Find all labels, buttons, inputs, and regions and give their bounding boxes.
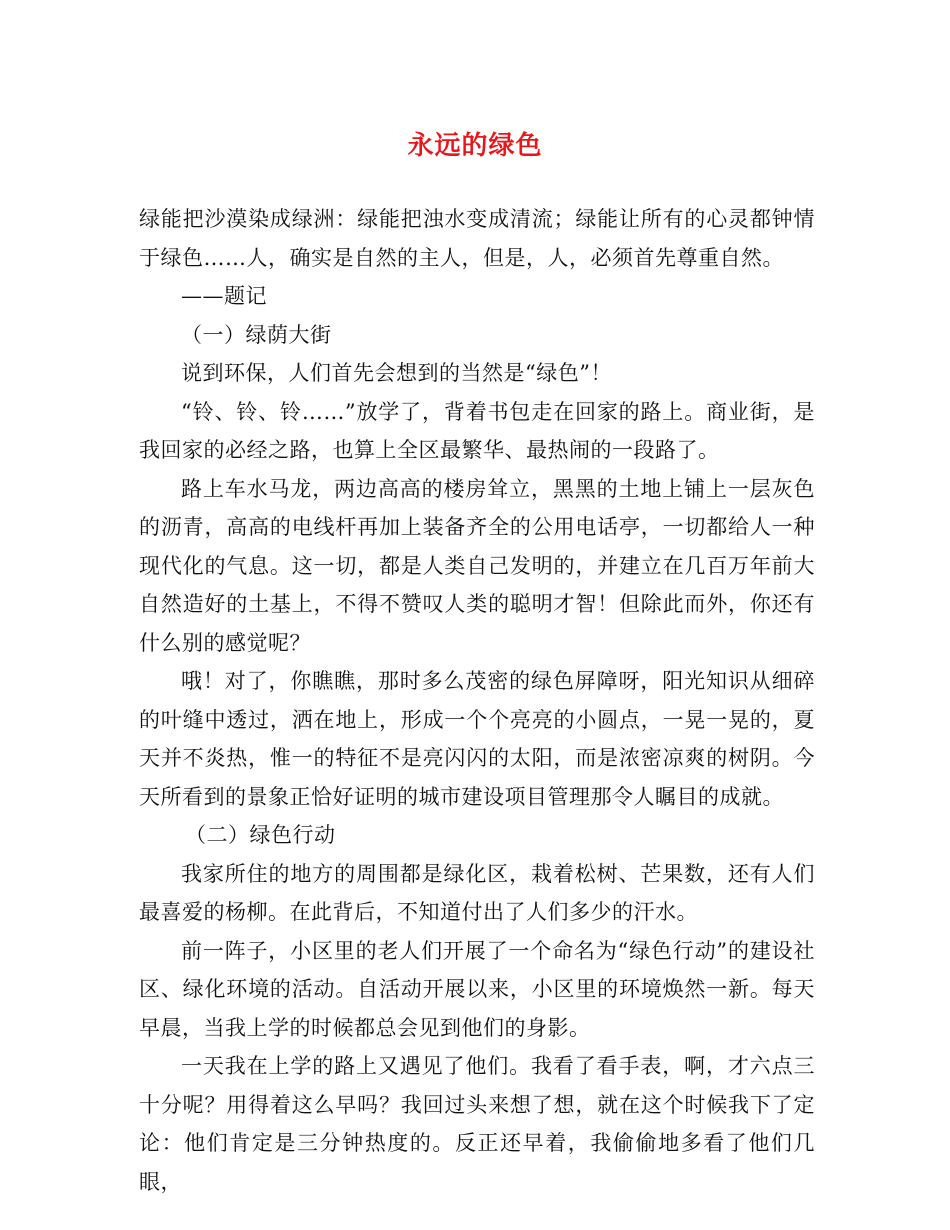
body-paragraph: 我家所住的地方的周围都是绿化区，栽着松树、芒果数，还有人们最喜爱的杨柳。在此背后，不知道付出了人们多少的汗水。 (139, 861, 815, 924)
body-paragraph: 哦！对了，你瞧瞧，那时多么茂密的绿色屏障呀，阳光知识从细碎的叶缝中透过，洒在地上，形成一个个亮亮的小圆点，一晃一晃的，夏天并不炎热，惟一的特征不是亮闪闪的太阳，而是浓密凉爽的树阴。今天所看到的景象正恰好证明的城市建设项目管理那令人瞩目的成就。 (139, 669, 815, 809)
section-heading-one: （一）绿荫大街 (181, 322, 332, 347)
body-paragraph: 路上车水马龙，两边高高的楼房耸立，黑黑的土地上铺上一层灰色的沥青，高高的电线杆再加上装备齐全的公用电话亭，一切都给人一种现代化的气息。这一切，都是人类自己发明的，并建立在几百万年前大自然造好的土基上，不得不赞叹人类的聪明才智！但除此而外，你还有什么别的感觉呢？ (139, 476, 815, 655)
body-paragraph: 一天我在上学的路上又遇见了他们。我看了看手表，啊，才六点三十分呢？用得着这么早吗？我回过头来想了想，就在这个时候我下了定论：他们肯定是三分钟热度的。反正还早着，我偷偷地多看了他们几眼， (139, 1054, 815, 1194)
section-heading-two: （二）绿色行动 (185, 823, 336, 847)
epigraph-attribution: ——题记 (181, 284, 267, 308)
body-paragraph: “铃、铃、铃……”放学了，背着书包走在回家的路上。商业街，是我回家的必经之路，也算上全区最繁华、最热闹的一段路了。 (139, 399, 815, 462)
document-body (139, 200, 815, 1201)
page-title: 永远的绿色 (407, 131, 543, 161)
body-paragraph: 说到环保，人们首先会想到的当然是“绿色”！ (181, 361, 612, 385)
epigraph-paragraph: 绿能把沙漠染成绿洲：绿能把浊水变成清流；绿能让所有的心灵都钟情于绿色……人，确实是自然的主人，但是，人，必须首先尊重自然。 (139, 207, 815, 270)
body-paragraph: 前一阵子，小区里的老人们开展了一个命名为“绿色行动”的建设社区、绿化环境的活动。自活动开展以来，小区里的环境焕然一新。每天早晨，当我上学的时候都总会见到他们的身影。 (139, 938, 815, 1040)
